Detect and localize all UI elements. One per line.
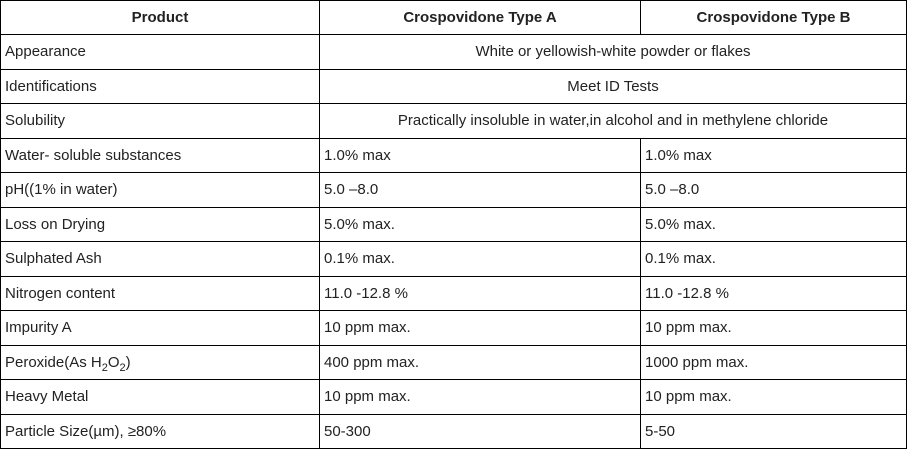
row-value-type-a: 5.0% max. [320, 207, 641, 242]
row-label-identifications: Identifications [1, 69, 320, 104]
row-label: Loss on Drying [1, 207, 320, 242]
row-label-appearance: Appearance [1, 35, 320, 70]
peroxide-subscript-h: 2 [101, 361, 108, 374]
row-label: pH((1% in water) [1, 173, 320, 208]
row-value-type-a: 10 ppm max. [320, 380, 641, 415]
row-label: Water- soluble substances [1, 138, 320, 173]
table-row [1, 138, 907, 173]
row-value-type-a: 11.0 -12.8 % [320, 276, 641, 311]
table-row [1, 207, 907, 242]
header-type-b: Crospovidone Type B [641, 1, 907, 35]
row-value-type-b: 11.0 -12.8 % [641, 276, 907, 311]
row-value-type-b: 10 ppm max. [641, 380, 907, 415]
row-value-type-b: 1.0% max [641, 138, 907, 173]
row-value-solubility: Practically insoluble in water,in alcohol and in methylene chloride [320, 104, 907, 139]
row-label: Particle Size(µm), ≥80% [1, 414, 320, 449]
row-value-type-b: 0.1% max. [641, 242, 907, 277]
table-row [1, 414, 907, 449]
table-row [1, 35, 907, 70]
row-label: Heavy Metal [1, 380, 320, 415]
row-value-type-b: 10 ppm max. [641, 311, 907, 346]
row-value-type-a: 0.1% max. [320, 242, 641, 277]
table-row [1, 380, 907, 415]
row-value-type-b: 5.0 –8.0 [641, 173, 907, 208]
table-row [1, 311, 907, 346]
peroxide-label-mid: O [107, 353, 120, 371]
row-value-type-a: 50-300 [320, 414, 641, 449]
row-label-peroxide [1, 345, 320, 380]
row-value-identifications: Meet ID Tests [320, 69, 907, 104]
row-value-type-b: 1000 ppm max. [641, 345, 907, 380]
table-row [1, 173, 907, 208]
row-value-type-a: 5.0 –8.0 [320, 173, 641, 208]
row-label: Impurity A [1, 311, 320, 346]
row-value-type-b: 5.0% max. [641, 207, 907, 242]
header-product: Product [1, 1, 320, 35]
row-value-type-b: 5-50 [641, 414, 907, 449]
row-label: Nitrogen content [1, 276, 320, 311]
row-label: Sulphated Ash [1, 242, 320, 277]
row-label-solubility: Solubility [1, 104, 320, 139]
row-value-type-a: 10 ppm max. [320, 311, 641, 346]
row-value-appearance: White or yellowish-white powder or flakes [320, 35, 907, 70]
table-row [1, 276, 907, 311]
row-value-type-a: 400 ppm max. [320, 345, 641, 380]
peroxide-label-suffix: ) [125, 353, 131, 371]
header-type-a: Crospovidone Type A [320, 1, 641, 35]
table-row [1, 69, 907, 104]
header-row [1, 1, 907, 35]
peroxide-label-prefix: Peroxide(As H [5, 353, 102, 371]
row-value-type-a: 1.0% max [320, 138, 641, 173]
peroxide-subscript-o: 2 [119, 361, 126, 374]
table-row [1, 345, 907, 380]
table-row [1, 242, 907, 277]
table-row [1, 104, 907, 139]
